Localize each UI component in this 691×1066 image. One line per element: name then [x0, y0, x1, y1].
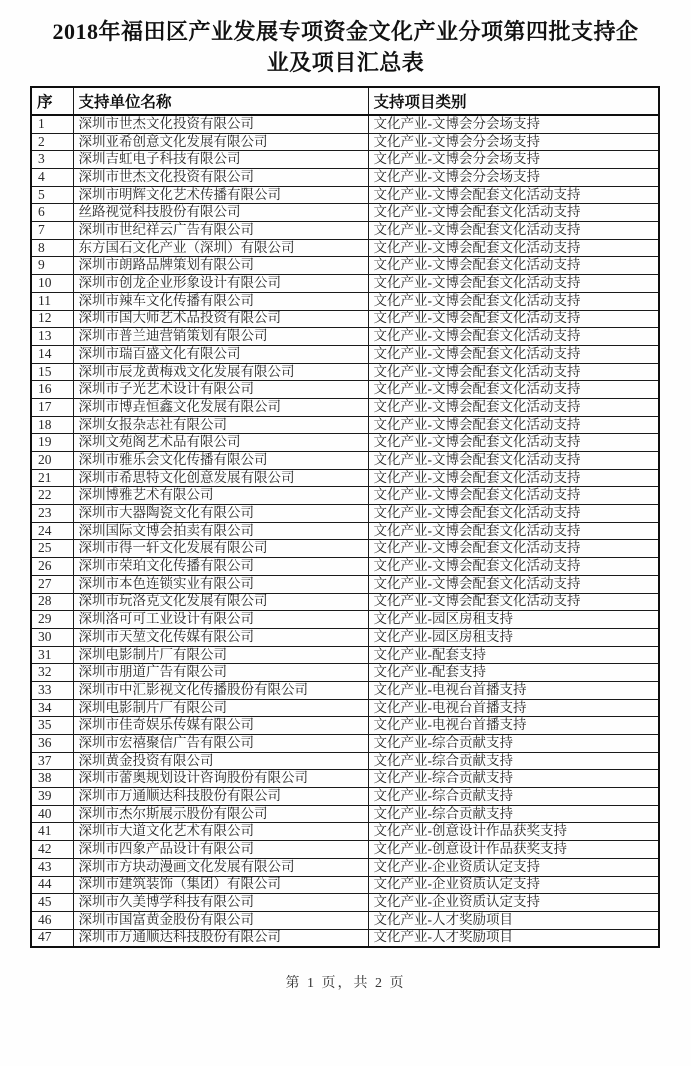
project-category-cell: 文化产业-创意设计作品获奖支持 — [368, 823, 659, 841]
table-row — [31, 239, 659, 257]
table-row — [31, 151, 659, 169]
project-category-cell: 文化产业-企业资质认定支持 — [368, 876, 659, 894]
unit-name-cell: 深圳市明辉文化艺术传播有限公司 — [73, 186, 368, 204]
row-index-cell: 9 — [31, 257, 73, 275]
row-index-cell: 46 — [31, 911, 73, 929]
row-index-cell: 16 — [31, 381, 73, 399]
table-row — [31, 752, 659, 770]
table-header — [31, 87, 659, 115]
row-index-cell: 38 — [31, 770, 73, 788]
row-index-cell: 28 — [31, 593, 73, 611]
table-row — [31, 611, 659, 629]
row-index-cell: 27 — [31, 575, 73, 593]
table-row — [31, 575, 659, 593]
table-row — [31, 681, 659, 699]
unit-name-cell: 深圳市久美博学科技有限公司 — [73, 894, 368, 912]
project-category-cell: 文化产业-文博会分会场支持 — [368, 115, 659, 133]
project-category-cell: 文化产业-综合贡献支持 — [368, 752, 659, 770]
unit-name-cell: 深圳市蕾奥规划设计咨询股份有限公司 — [73, 770, 368, 788]
unit-name-cell: 深圳市子光艺术设计有限公司 — [73, 381, 368, 399]
project-category-cell: 文化产业-文博会配套文化活动支持 — [368, 487, 659, 505]
unit-name-cell: 深圳亚希创意文化发展有限公司 — [73, 133, 368, 151]
row-index-cell: 20 — [31, 452, 73, 470]
unit-name-cell: 深圳市瑞百盛文化有限公司 — [73, 345, 368, 363]
table-row — [31, 452, 659, 470]
project-category-cell: 文化产业-文博会配套文化活动支持 — [368, 257, 659, 275]
unit-name-cell: 东方国石文化产业（深圳）有限公司 — [73, 239, 368, 257]
summary-table — [30, 86, 660, 947]
table-row — [31, 522, 659, 540]
project-category-cell: 文化产业-文博会配套文化活动支持 — [368, 505, 659, 523]
row-index-cell: 34 — [31, 699, 73, 717]
table-row — [31, 169, 659, 187]
unit-name-cell: 深圳市希思特文化创意发展有限公司 — [73, 469, 368, 487]
unit-name-cell: 深圳市宏禧聚信广告有限公司 — [73, 735, 368, 753]
table-row — [31, 699, 659, 717]
row-index-cell: 37 — [31, 752, 73, 770]
unit-name-cell: 深圳市世杰文化投资有限公司 — [73, 169, 368, 187]
unit-name-cell: 深圳市辣车文化传播有限公司 — [73, 292, 368, 310]
project-category-cell: 文化产业-文博会配套文化活动支持 — [368, 469, 659, 487]
table-row — [31, 717, 659, 735]
row-index-cell: 22 — [31, 487, 73, 505]
project-category-cell: 文化产业-文博会配套文化活动支持 — [368, 540, 659, 558]
col-header-index: 序 — [31, 87, 73, 115]
row-index-cell: 6 — [31, 204, 73, 222]
project-category-cell: 文化产业-创意设计作品获奖支持 — [368, 841, 659, 859]
unit-name-cell: 深圳市方块动漫画文化发展有限公司 — [73, 858, 368, 876]
row-index-cell: 23 — [31, 505, 73, 523]
table-row — [31, 788, 659, 806]
project-category-cell: 文化产业-文博会配套文化活动支持 — [368, 434, 659, 452]
unit-name-cell: 深圳女报杂志社有限公司 — [73, 416, 368, 434]
table-row — [31, 275, 659, 293]
row-index-cell: 18 — [31, 416, 73, 434]
unit-name-cell: 深圳市国富黄金股份有限公司 — [73, 911, 368, 929]
table-row — [31, 858, 659, 876]
project-category-cell: 文化产业-文博会分会场支持 — [368, 151, 659, 169]
row-index-cell: 40 — [31, 805, 73, 823]
project-category-cell: 文化产业-配套支持 — [368, 664, 659, 682]
table-row — [31, 929, 659, 947]
table-row — [31, 894, 659, 912]
row-index-cell: 30 — [31, 628, 73, 646]
unit-name-cell: 深圳市得一轩文化发展有限公司 — [73, 540, 368, 558]
row-index-cell: 33 — [31, 681, 73, 699]
project-category-cell: 文化产业-文博会配套文化活动支持 — [368, 575, 659, 593]
row-index-cell: 25 — [31, 540, 73, 558]
project-category-cell: 文化产业-园区房租支持 — [368, 611, 659, 629]
row-index-cell: 36 — [31, 735, 73, 753]
table-row — [31, 823, 659, 841]
table-row — [31, 876, 659, 894]
project-category-cell: 文化产业-电视台首播支持 — [368, 717, 659, 735]
unit-name-cell: 深圳市天堃文化传媒有限公司 — [73, 628, 368, 646]
row-index-cell: 10 — [31, 275, 73, 293]
table-row — [31, 186, 659, 204]
project-category-cell: 文化产业-电视台首播支持 — [368, 699, 659, 717]
unit-name-cell: 深圳市万通顺达科技股份有限公司 — [73, 929, 368, 947]
row-index-cell: 7 — [31, 222, 73, 240]
project-category-cell: 文化产业-文博会配套文化活动支持 — [368, 416, 659, 434]
page-footer: 第 1 页，共 2 页 — [285, 975, 406, 991]
unit-name-cell: 深圳市佳奇娱乐传媒有限公司 — [73, 717, 368, 735]
project-category-cell: 文化产业-文博会配套文化活动支持 — [368, 204, 659, 222]
unit-name-cell: 深圳市玩洛克文化发展有限公司 — [73, 593, 368, 611]
table-row — [31, 310, 659, 328]
unit-name-cell: 深圳市世杰文化投资有限公司 — [73, 115, 368, 133]
project-category-cell: 文化产业-综合贡献支持 — [368, 788, 659, 806]
row-index-cell: 4 — [31, 169, 73, 187]
unit-name-cell: 深圳市本色连锁实业有限公司 — [73, 575, 368, 593]
unit-name-cell: 深圳市万通顺达科技股份有限公司 — [73, 788, 368, 806]
project-category-cell: 文化产业-综合贡献支持 — [368, 735, 659, 753]
row-index-cell: 24 — [31, 522, 73, 540]
table-body — [31, 115, 659, 946]
unit-name-cell: 深圳市大道文化艺术有限公司 — [73, 823, 368, 841]
unit-name-cell: 深圳电影制片厂有限公司 — [73, 646, 368, 664]
table-row — [31, 328, 659, 346]
project-category-cell: 文化产业-文博会配套文化活动支持 — [368, 328, 659, 346]
unit-name-cell: 深圳国际文博会拍卖有限公司 — [73, 522, 368, 540]
row-index-cell: 35 — [31, 717, 73, 735]
project-category-cell: 文化产业-企业资质认定支持 — [368, 858, 659, 876]
project-category-cell: 文化产业-文博会配套文化活动支持 — [368, 186, 659, 204]
project-category-cell: 文化产业-人才奖励项目 — [368, 911, 659, 929]
table-row — [31, 646, 659, 664]
project-category-cell: 文化产业-文博会配套文化活动支持 — [368, 593, 659, 611]
table-row — [31, 434, 659, 452]
unit-name-cell: 深圳市中汇影视文化传播股份有限公司 — [73, 681, 368, 699]
project-category-cell: 文化产业-文博会配套文化活动支持 — [368, 381, 659, 399]
project-category-cell: 文化产业-文博会分会场支持 — [368, 169, 659, 187]
unit-name-cell: 深圳市朋道广告有限公司 — [73, 664, 368, 682]
row-index-cell: 21 — [31, 469, 73, 487]
table-row — [31, 770, 659, 788]
unit-name-cell: 深圳市创龙企业形象设计有限公司 — [73, 275, 368, 293]
project-category-cell: 文化产业-文博会配套文化活动支持 — [368, 398, 659, 416]
row-index-cell: 29 — [31, 611, 73, 629]
project-category-cell: 文化产业-文博会配套文化活动支持 — [368, 345, 659, 363]
row-index-cell: 39 — [31, 788, 73, 806]
project-category-cell: 文化产业-园区房租支持 — [368, 628, 659, 646]
project-category-cell: 文化产业-文博会配套文化活动支持 — [368, 222, 659, 240]
unit-name-cell: 深圳市四象产品设计有限公司 — [73, 841, 368, 859]
unit-name-cell: 深圳电影制片厂有限公司 — [73, 699, 368, 717]
row-index-cell: 13 — [31, 328, 73, 346]
row-index-cell: 14 — [31, 345, 73, 363]
row-index-cell: 15 — [31, 363, 73, 381]
project-category-cell: 文化产业-文博会配套文化活动支持 — [368, 452, 659, 470]
project-category-cell: 文化产业-文博会配套文化活动支持 — [368, 522, 659, 540]
col-header-unit-name: 支持单位名称 — [73, 87, 368, 115]
unit-name-cell: 丝路视觉科技股份有限公司 — [73, 204, 368, 222]
row-index-cell: 1 — [31, 115, 73, 133]
project-category-cell: 文化产业-文博会配套文化活动支持 — [368, 363, 659, 381]
unit-name-cell: 深圳市普兰迪营销策划有限公司 — [73, 328, 368, 346]
unit-name-cell: 深圳市雅乐会文化传播有限公司 — [73, 452, 368, 470]
project-category-cell: 文化产业-文博会分会场支持 — [368, 133, 659, 151]
project-category-cell: 文化产业-电视台首播支持 — [368, 681, 659, 699]
row-index-cell: 3 — [31, 151, 73, 169]
unit-name-cell: 深圳市建筑装饰（集团）有限公司 — [73, 876, 368, 894]
row-index-cell: 5 — [31, 186, 73, 204]
header-row — [31, 87, 659, 115]
table-row — [31, 487, 659, 505]
row-index-cell: 47 — [31, 929, 73, 947]
table-row — [31, 133, 659, 151]
unit-name-cell: 深圳黄金投资有限公司 — [73, 752, 368, 770]
project-category-cell: 文化产业-文博会配套文化活动支持 — [368, 310, 659, 328]
project-category-cell: 文化产业-文博会配套文化活动支持 — [368, 275, 659, 293]
table-row — [31, 628, 659, 646]
table-row — [31, 257, 659, 275]
unit-name-cell: 深圳市世纪祥云广告有限公司 — [73, 222, 368, 240]
table-row — [31, 292, 659, 310]
table-row — [31, 381, 659, 399]
unit-name-cell: 深圳洛可可工业设计有限公司 — [73, 611, 368, 629]
project-category-cell: 文化产业-文博会配套文化活动支持 — [368, 558, 659, 576]
row-index-cell: 31 — [31, 646, 73, 664]
table-row — [31, 593, 659, 611]
unit-name-cell: 深圳市博垚恒鑫文化发展有限公司 — [73, 398, 368, 416]
table-row — [31, 805, 659, 823]
table-row — [31, 505, 659, 523]
table-row — [31, 540, 659, 558]
row-index-cell: 43 — [31, 858, 73, 876]
table-row — [31, 911, 659, 929]
unit-name-cell: 深圳市荣珀文化传播有限公司 — [73, 558, 368, 576]
row-index-cell: 42 — [31, 841, 73, 859]
unit-name-cell: 深圳市国大师艺术品投资有限公司 — [73, 310, 368, 328]
row-index-cell: 32 — [31, 664, 73, 682]
unit-name-cell: 深圳市朗路品牌策划有限公司 — [73, 257, 368, 275]
project-category-cell: 文化产业-综合贡献支持 — [368, 805, 659, 823]
unit-name-cell: 深圳吉虹电子科技有限公司 — [73, 151, 368, 169]
table-row — [31, 469, 659, 487]
table-row — [31, 398, 659, 416]
table-row — [31, 558, 659, 576]
row-index-cell: 41 — [31, 823, 73, 841]
unit-name-cell: 深圳文苑阁艺术品有限公司 — [73, 434, 368, 452]
project-category-cell: 文化产业-配套支持 — [368, 646, 659, 664]
table-row — [31, 416, 659, 434]
project-category-cell: 文化产业-综合贡献支持 — [368, 770, 659, 788]
project-category-cell: 文化产业-企业资质认定支持 — [368, 894, 659, 912]
table-row — [31, 115, 659, 133]
row-index-cell: 2 — [31, 133, 73, 151]
unit-name-cell: 深圳市杰尔斯展示股份有限公司 — [73, 805, 368, 823]
row-index-cell: 11 — [31, 292, 73, 310]
unit-name-cell: 深圳市大器陶瓷文化有限公司 — [73, 505, 368, 523]
row-index-cell: 44 — [31, 876, 73, 894]
table-row — [31, 204, 659, 222]
row-index-cell: 26 — [31, 558, 73, 576]
project-category-cell: 文化产业-文博会配套文化活动支持 — [368, 239, 659, 257]
table-row — [31, 222, 659, 240]
row-index-cell: 45 — [31, 894, 73, 912]
row-index-cell: 8 — [31, 239, 73, 257]
row-index-cell: 17 — [31, 398, 73, 416]
page-title: 2018年福田区产业发展专项资金文化产业分项第四批支持企业及项目汇总表 — [52, 19, 639, 76]
row-index-cell: 12 — [31, 310, 73, 328]
unit-name-cell: 深圳博雅艺术有限公司 — [73, 487, 368, 505]
table-row — [31, 841, 659, 859]
table-row — [31, 735, 659, 753]
col-header-project-category: 支持项目类别 — [368, 87, 659, 115]
table-row — [31, 345, 659, 363]
project-category-cell: 文化产业-人才奖励项目 — [368, 929, 659, 947]
table-row — [31, 664, 659, 682]
table-row — [31, 363, 659, 381]
unit-name-cell: 深圳市辰龙黄梅戏文化发展有限公司 — [73, 363, 368, 381]
row-index-cell: 19 — [31, 434, 73, 452]
project-category-cell: 文化产业-文博会配套文化活动支持 — [368, 292, 659, 310]
